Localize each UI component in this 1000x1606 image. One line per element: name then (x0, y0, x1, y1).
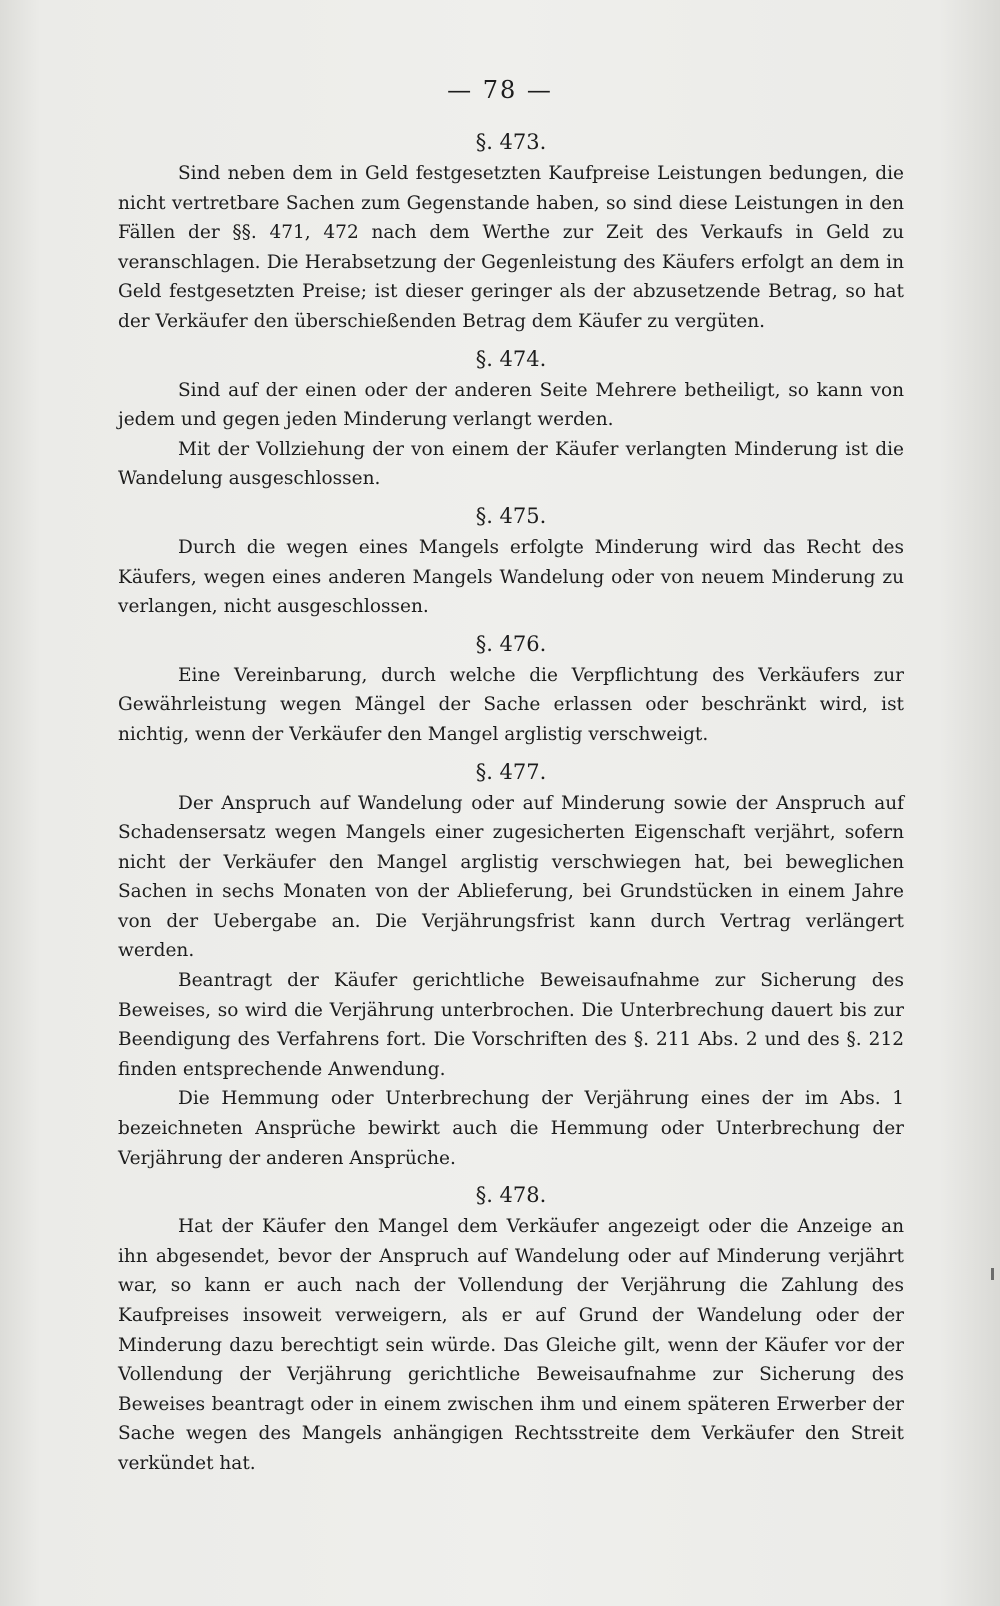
paragraph: Hat der Käufer den Mangel dem Verkäufer angezeigt oder die Anzeige an ihn abgesendet, bevor der Anspruch auf Wandelung oder auf Minderung verjährt war, so kann er auch nach der Vollendung der Verjährung die Zahlung des Kaufpreises insoweit verweigern, als er auf Grund der Wandelung oder der Minderung dazu berechtigt sein würde. Das Gleiche gilt, wenn der Käufer vor der Vollendung der Verjährung gerichtliche Beweisaufnahme zur Sicherung des Beweises beantragt oder in einem zwischen ihm und einem späteren Erwerber der Sache wegen des Mangels anhängigen Rechtsstreite dem Verkäufer den Streit verkündet hat. (118, 1216, 904, 1474)
margin-mark (991, 1268, 994, 1280)
page-number: — 78 — (447, 76, 553, 104)
paragraph: Eine Vereinbarung, durch welche die Verpflichtung des Verkäufers zur Gewährleistung wegen Mängel der Sache erlassen oder beschränkt wird, ist nichtig, wenn der Verkäufer den Mangel arglistig verschweigt. (118, 664, 904, 745)
section-heading-473: §. 473. (475, 130, 547, 154)
paragraph: Sind auf der einen oder der anderen Seite Mehrere betheiligt, so kann von jedem und gegen jeden Minderung verlangt werden. (118, 379, 904, 431)
paragraph: Die Hemmung oder Unterbrechung der Verjährung eines der im Abs. 1 bezeichneten Ansprüche bewirkt auch die Hemmung oder Unterbrechung der Verjährung der anderen Ansprüche. (118, 1088, 904, 1169)
section-heading-478: §. 478. (475, 1183, 547, 1208)
section-heading-474: §. 474. (475, 346, 547, 371)
paragraph: Beantragt der Käufer gerichtliche Beweisaufnahme zur Sicherung des Beweises, so wird die Verjährung unterbrochen. Die Unterbrechung dauert bis zur Beendigung des Verfahrens fort. Die Vorschriften des §. 211 Abs. 2 und des §. 212 finden entsprechende Anwendung. (118, 970, 904, 1080)
paragraph: Der Anspruch auf Wandelung oder auf Minderung sowie der Anspruch auf Schadensersatz wegen Mangels einer zugesicherten Eigenschaft verjährt, sofern nicht der Verkäufer den Mangel arglistig verschwiegen hat, bei beweglichen Sachen in sechs Monaten von der Ablieferung, bei Grundstücken in einem Jahre von der Uebergabe an. Die Verjährungsfrist kann durch Vertrag verlängert werden. (118, 792, 904, 962)
section-heading-475: §. 475. (475, 503, 547, 528)
paragraph: Durch die wegen eines Mangels erfolgte Minderung wird das Recht des Käufers, wegen eines anderen Mangels Wandelung oder von neuem Minderung zu verlangen, nicht ausgeschlossen. (118, 536, 904, 618)
section-heading-477: §. 477. (475, 759, 547, 784)
section-heading-476: §. 476. (475, 631, 547, 656)
paragraph: Mit der Vollziehung der von einem der Käufer verlangten Minderung ist die Wandelung ausgeschlossen. (118, 438, 904, 490)
paragraph: Sind neben dem in Geld festgesetzten Kaufpreise Leistungen bedungen, die nicht vertretbare Sachen zum Gegenstande haben, so sind diese Leistungen in den Fällen der §§. 471, 472 nach dem Werthe zur Zeit des Verkaufs in Geld zu veranschlagen. Die Herabsetzung der Gegenleistung des Käufers erfolgt an dem in Geld festgesetzten Preise; ist dieser geringer als der abzusetzende Betrag, so hat der Verkäufer den überschießenden Betrag dem Käufer zu vergüten. (118, 163, 904, 332)
text-body (118, 126, 904, 1479)
